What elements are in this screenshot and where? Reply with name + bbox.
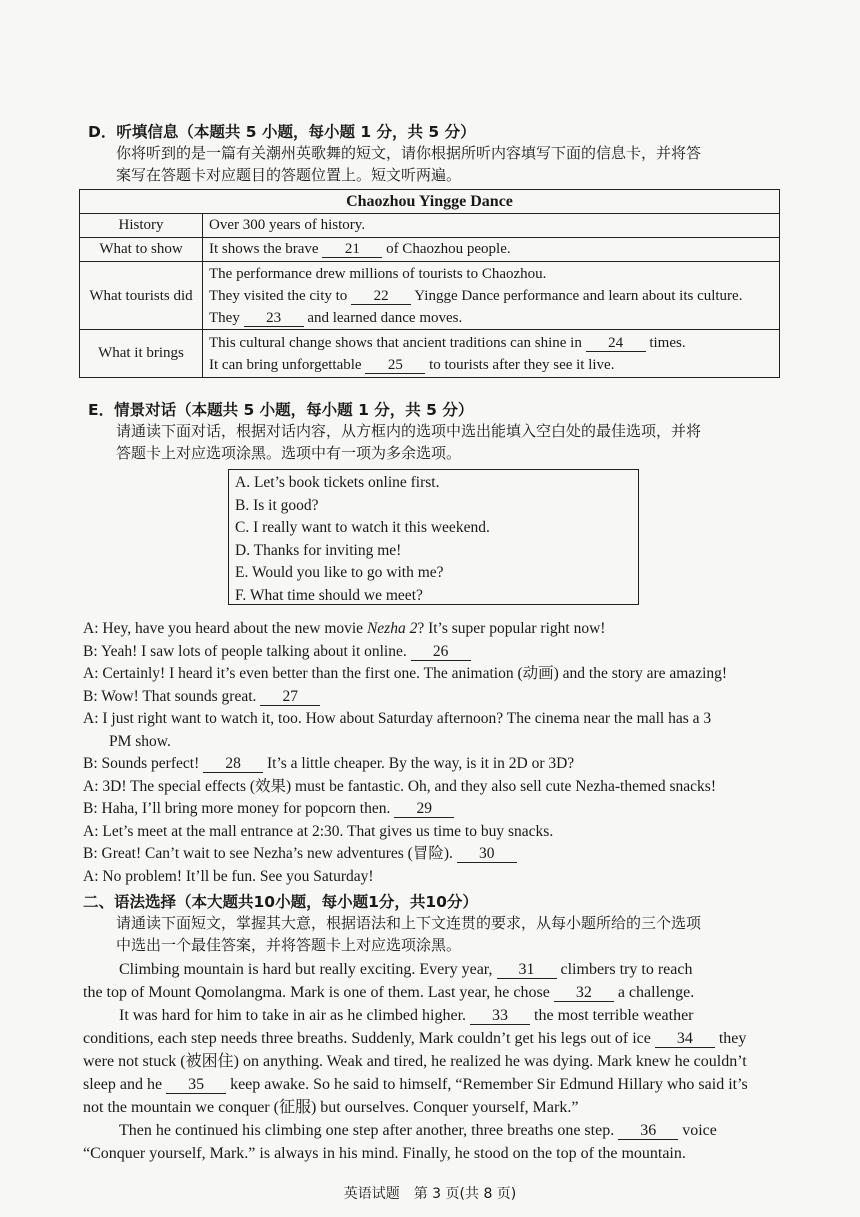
dialogue-line: A: No problem! It’ll be fun. See you Saturday! [83, 867, 374, 885]
dialogue-line: B: Sounds perfect! 28 It’s a little cheaper. By the way, is it in 2D or 3D? [83, 755, 575, 772]
dialogue-line: B: Great! Can’t wait to see Nezha’s new adventures (冒险). 30 [83, 843, 783, 866]
line [209, 285, 773, 307]
row-label-history: History [80, 214, 203, 238]
blank-29: 29 [394, 801, 454, 818]
text: It shows the brave [209, 241, 319, 257]
blank-36: 36 [618, 1123, 678, 1140]
row-value-what-it-brings [203, 330, 780, 378]
page-footer: 英语试题 第 3 页(共 8 页) [343, 1186, 517, 1202]
passage-line: It was hard for him to take in air as he climbed higher. 33 the most terrible weather [119, 1007, 694, 1024]
passage-line: conditions, each step needs three breaths. Suddenly, Mark couldn’t get his legs out of ice 34 they [83, 1030, 747, 1047]
dialogue-line: A: Hey, have you heard about the new movie Nezha 2? It’s super popular right now! [83, 620, 606, 637]
text: This cultural change shows that ancient traditions can shine in [209, 334, 582, 351]
blank-31: 31 [497, 962, 557, 979]
option-b: B. Is it good? [235, 496, 319, 514]
option-d: D. Thanks for inviting me! [235, 541, 402, 559]
text: of Chaozhou people. [386, 241, 511, 257]
movie-title: Nezha 2 [366, 620, 418, 637]
section-d-instruction-2: 案写在答题卡对应题目的答题位置上。短文听两遍。 [116, 166, 462, 184]
part-2-instruction-2: 中选出一个最佳答案，并将答题卡上对应选项涂黑。 [116, 936, 462, 954]
blank-28: 28 [203, 756, 263, 773]
blank-35: 35 [166, 1077, 226, 1094]
blank-30: 30 [457, 846, 517, 863]
passage-line: not the mountain we conquer (征服) but ourselves. Conquer yourself, Mark.” [83, 1099, 579, 1116]
blank-24: 24 [586, 335, 646, 352]
option-e: E. Would you like to go with me? [235, 564, 444, 581]
options-box [228, 469, 639, 605]
section-e-title: E．情景对话（本题共 5 小题，每小题 1 分，共 5 分） [88, 401, 474, 419]
part-2-instruction-1: 请通读下面短文，掌握其大意，根据语法和上下文连贯的要求，从每小题所给的三个选项 [116, 914, 702, 932]
text: They [209, 309, 240, 326]
blank-26: 26 [411, 644, 471, 661]
row-label-what-to-show: What to show [80, 238, 203, 262]
row-label-what-tourists-did: What tourists did [80, 262, 203, 330]
dialogue-line: B: Haha, I’ll bring more money for popcorn then. 29 [83, 798, 783, 821]
dialogue-line: A: 3D! The special effects (效果) must be fantastic. Oh, and they also sell cute Nezha-themed snacks! [83, 777, 716, 795]
blank-32: 32 [554, 985, 614, 1002]
passage-line: sleep and he 35 keep awake. So he said to himself, “Remember Sir Edmund Hillary who said it’s [83, 1076, 748, 1093]
passage-line: were not stuck (被困住) on anything. Weak and tired, he realized he was dying. Mark knew he couldn’t [83, 1053, 747, 1070]
text: to tourists after they see it live. [429, 356, 615, 373]
text: They visited the city to [209, 287, 348, 304]
blank-21: 21 [322, 241, 382, 258]
line [209, 332, 773, 354]
section-e-instruction-2: 答题卡上对应选项涂黑。选项中有一项为多余选项。 [116, 444, 462, 462]
section-d-instruction-1: 你将听到的是一篇有关潮州英歌舞的短文，请你根据所听内容填写下面的信息卡，并将答 [116, 144, 702, 162]
line [209, 354, 773, 376]
row-value-history: Over 300 years of history. [203, 214, 780, 238]
dialogue-line: A: Certainly! I heard it’s even better than the first one. The animation (动画) and the story are amazing! [83, 665, 728, 682]
blank-33: 33 [470, 1008, 530, 1025]
text: and learned dance moves. [307, 309, 463, 326]
part-2-title: 二、语法选择（本大题共10小题，每小题1分，共10分） [83, 893, 478, 911]
text: Yingge Dance performance and learn about its culture. [414, 287, 743, 304]
blank-23: 23 [244, 310, 304, 327]
option-c: C. I really want to watch it this weekend. [235, 519, 490, 536]
dialogue-line: A: Let’s meet at the mall entrance at 2:30. That gives us time to buy snacks. [83, 822, 554, 840]
dialogue [83, 618, 783, 888]
option-a: A. Let’s book tickets online first. [235, 474, 440, 491]
table-title: Chaozhou Yingge Dance [80, 190, 780, 214]
dialogue-line: A: I just right want to watch it, too. How about Saturday afternoon? The cinema near the mall has a 3 [83, 710, 712, 727]
dialogue-line: B: Yeah! I saw lots of people talking about it online. 26 [83, 641, 783, 664]
row-label-what-it-brings: What it brings [80, 330, 203, 378]
info-card-table [79, 189, 780, 378]
passage-line: Climbing mountain is hard but really exciting. Every year, 31 climbers try to reach [119, 961, 693, 978]
dialogue-line: PM show. [109, 732, 171, 750]
blank-27: 27 [260, 689, 320, 706]
passage-line: the top of Mount Qomolangma. Mark is one of them. Last year, he chose 32 a challenge. [83, 984, 695, 1001]
blank-25: 25 [365, 357, 425, 374]
line [209, 307, 773, 329]
passage-line: Then he continued his climbing one step after another, three breaths one step. 36 voice [119, 1122, 717, 1139]
row-value-what-tourists-did [203, 262, 780, 330]
option-f: F. What time should we meet? [235, 586, 423, 604]
dialogue-line: B: Wow! That sounds great. 27 [83, 686, 783, 709]
blank-22: 22 [351, 288, 411, 305]
text: It can bring unforgettable [209, 356, 362, 373]
section-d-title: D．听填信息（本题共 5 小题，每小题 1 分，共 5 分） [88, 123, 476, 141]
passage-line: “Conquer yourself, Mark.” is always in his mind. Finally, he stood on the top of the mountain. [83, 1145, 686, 1162]
section-e-instruction-1: 请通读下面对话，根据对话内容，从方框内的选项中选出能填入空白处的最佳选项，并将 [116, 422, 702, 440]
row-value-what-to-show [203, 238, 780, 262]
text: times. [649, 334, 686, 351]
blank-34: 34 [655, 1031, 715, 1048]
line: The performance drew millions of tourists to Chaozhou. [209, 265, 547, 282]
passage [83, 958, 793, 1165]
